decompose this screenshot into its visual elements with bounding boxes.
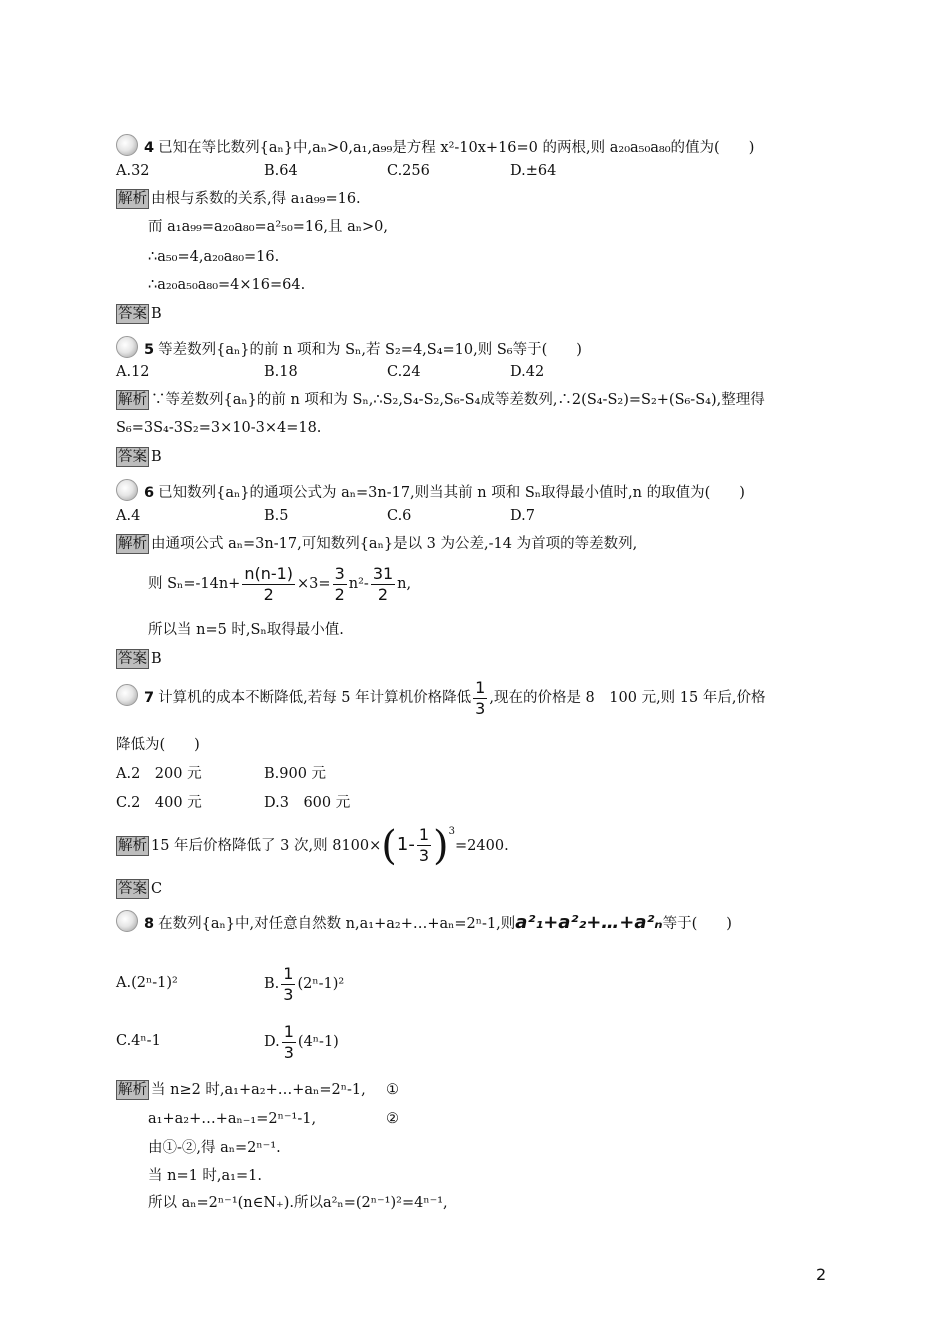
q6-option-c: C.6 [387, 508, 412, 524]
q5-option-c: C.24 [387, 364, 421, 380]
q6-jiexi-tag: 解析 [118, 536, 147, 552]
question-bullet-icon [116, 336, 138, 358]
q7-solution-inner: 1- [396, 833, 415, 855]
q4-stem-line [116, 134, 754, 158]
q6-option-b: B.5 [264, 508, 289, 524]
q6-fraction-1-den: 2 [263, 584, 274, 604]
q7-solution-fraction [417, 825, 431, 866]
q4-answer-tag: 答案 [118, 306, 147, 322]
q6-number: 6 [144, 485, 155, 501]
q8-solution-line-5: 所以 aₙ=2ⁿ⁻¹(n∈N₊).所以a²ₙ=(2ⁿ⁻¹)²=4ⁿ⁻¹, [148, 1195, 448, 1211]
q6-solution-line-3: 所以当 n=5 时,Sₙ取得最小值. [148, 622, 344, 638]
q4-option-a: A.32 [116, 163, 150, 179]
q5-answer-line [116, 447, 162, 467]
q8-stem-b: 等于( ) [662, 916, 732, 932]
q8-stem-formula: a²₁+a²₂+…+a²ₙ [515, 912, 663, 933]
q7-stem-fraction-num: 1 [475, 677, 486, 697]
q8-option-d-fraction-den: 3 [283, 1042, 294, 1062]
q7-stem-c: 降低为( ) [116, 737, 200, 753]
q6-answer-tag: 答案 [118, 651, 147, 667]
q8-option-d-fraction-num: 1 [283, 1021, 294, 1041]
question-bullet-icon [116, 684, 138, 706]
page-number: 2 [816, 1265, 827, 1284]
q8-stem-a: 在数列{aₙ}中,对任意自然数 n,a₁+a₂+…+aₙ=2ⁿ-1,则 [158, 916, 516, 932]
q8-option-b [264, 962, 344, 1006]
q8-option-c: C.4ⁿ-1 [116, 1033, 161, 1049]
q8-solution-mark-2: ② [386, 1111, 399, 1127]
q8-option-b-fraction-den: 3 [283, 984, 294, 1004]
q6-option-a: A.4 [116, 508, 141, 524]
q6-solution-line-1 [116, 534, 637, 554]
q4-option-d: D.±64 [510, 163, 557, 179]
q8-jiexi-tag: 解析 [118, 1082, 147, 1098]
q6-fraction-2 [333, 564, 347, 605]
q7-answer: C [151, 881, 163, 897]
q6-fraction-1-num: n(n-1) [244, 563, 294, 583]
q8-stem-line [116, 910, 732, 934]
q6-formula-mid2: n²- [348, 576, 369, 592]
q7-answer-tag: 答案 [118, 881, 147, 897]
q7-option-c: C.2 400 元 [116, 795, 202, 811]
q7-option-d: D.3 600 元 [264, 795, 351, 811]
q6-fraction-3-den: 2 [377, 584, 389, 604]
q5-option-a: A.12 [116, 364, 150, 380]
q4-solution-text-1: 由根与系数的关系,得 a₁a₉₉=16. [151, 191, 361, 207]
q8-option-a: A.(2ⁿ-1)² [116, 975, 178, 991]
question-bullet-icon [116, 134, 138, 156]
q8-option-b-fraction-num: 1 [283, 963, 294, 983]
q4-solution-line-3: ∴a₅₀=4,a₂₀a₈₀=16. [148, 249, 280, 265]
q8-solution-line-4: 当 n=1 时,a₁=1. [148, 1168, 262, 1184]
q6-fraction-1 [242, 564, 295, 605]
q5-option-b: B.18 [264, 364, 298, 380]
q7-solution-exponent: 3 [448, 826, 456, 837]
q6-solution-text-1: 由通项公式 aₙ=3n-17,可知数列{aₙ}是以 3 为公差,-14 为首项的等差数列, [151, 536, 638, 552]
q8-option-d-fraction [282, 1022, 296, 1063]
q7-solution-prefix: 15 年后价格降低了 3 次,则 8100× [151, 837, 382, 854]
q6-fraction-3 [371, 564, 395, 605]
q6-answer-line [116, 649, 162, 669]
q5-answer-tag: 答案 [118, 449, 147, 465]
q5-solution-line-1 [116, 390, 765, 410]
q7-right-paren: ) [433, 822, 449, 869]
q6-option-d: D.7 [510, 508, 535, 524]
q5-number: 5 [144, 342, 155, 358]
q7-solution-suffix: =2400. [455, 837, 509, 854]
q4-solution-line-1 [116, 189, 361, 209]
q4-jiexi-tag: 解析 [118, 191, 147, 207]
q7-number: 7 [144, 690, 155, 706]
q7-stem-b: ,现在的价格是 8 100 元,则 15 年后,价格 [489, 690, 766, 706]
q4-answer: B [151, 306, 162, 322]
question-bullet-icon [116, 479, 138, 501]
q6-fraction-3-num: 31 [372, 563, 394, 583]
q8-option-d-suffix: (4ⁿ-1) [297, 1034, 339, 1050]
q6-formula-line [148, 562, 411, 606]
q5-option-d: D.42 [510, 364, 545, 380]
q8-option-b-prefix: B. [264, 976, 280, 992]
q8-solution-line-2: a₁+a₂+…+aₙ₋₁=2ⁿ⁻¹-1, [148, 1111, 317, 1127]
q6-fraction-2-num: 3 [334, 563, 345, 583]
q7-solution-fraction-den: 3 [418, 846, 430, 866]
q6-formula-mid: ×3= [297, 576, 331, 592]
q8-option-d-prefix: D. [264, 1034, 280, 1050]
q7-stem-fraction [473, 678, 487, 719]
q4-answer-line [116, 304, 162, 324]
q7-jiexi-tag: 解析 [118, 837, 147, 854]
q7-stem-line [116, 676, 765, 720]
q6-formula-prefix: 则 Sₙ=-14n+ [148, 576, 241, 592]
question-bullet-icon [116, 910, 138, 932]
q4-stem: 已知在等比数列{aₙ}中,aₙ>0,a₁,a₉₉是方程 x²-10x+16=0 的两根,则 a₂₀a₅₀a₈₀的值为( ) [158, 140, 755, 156]
q8-option-b-suffix: (2ⁿ-1)² [297, 976, 345, 992]
q6-fraction-2-den: 2 [334, 584, 345, 604]
q8-option-d [264, 1020, 339, 1064]
q5-solution-text-1: ∵等差数列{aₙ}的前 n 项和为 Sₙ,∴S₂,S₄-S₂,S₆-S₄成等差数列,∴2(S₄-S₂)=S₂+(S₆-S₄),整理得 [151, 392, 765, 408]
q4-solution-line-2: 而 a₁a₉₉=a₂₀a₈₀=a²₅₀=16,且 aₙ>0, [148, 219, 388, 235]
q4-solution-line-4: ∴a₂₀a₅₀a₈₀=4×16=64. [148, 277, 306, 293]
q7-answer-line [116, 879, 162, 899]
q8-option-b-fraction [281, 964, 295, 1005]
q6-stem-line [116, 479, 745, 503]
q8-number: 8 [144, 916, 155, 932]
q6-stem: 已知数列{aₙ}的通项公式为 aₙ=3n-17,则当其前 n 项和 Sₙ取得最小值时,n 的取值为( ) [158, 485, 745, 501]
q7-left-paren: ( [381, 822, 397, 869]
q6-answer: B [151, 651, 162, 667]
q8-solution-mark-1: ① [386, 1082, 399, 1098]
q5-answer: B [151, 449, 162, 465]
q8-solution-text-1: 当 n≥2 时,a₁+a₂+…+aₙ=2ⁿ-1, [151, 1082, 366, 1098]
q6-formula-suffix: n, [397, 576, 412, 592]
q7-stem-fraction-den: 3 [475, 698, 486, 718]
q5-solution-line-2: S₆=3S₄-3S₂=3×10-3×4=18. [116, 420, 322, 436]
q4-number: 4 [144, 140, 155, 156]
q7-stem-a: 计算机的成本不断降低,若每 5 年计算机价格降低 [158, 690, 472, 706]
q7-option-b: B.900 元 [264, 766, 327, 782]
q8-solution-line-3: 由①-②,得 aₙ=2ⁿ⁻¹. [148, 1140, 281, 1156]
q7-option-a: A.2 200 元 [116, 766, 202, 782]
q4-option-c: C.256 [387, 163, 430, 179]
q5-stem-line [116, 336, 582, 360]
q7-solution-fraction-num: 1 [418, 825, 430, 845]
q5-jiexi-tag: 解析 [118, 392, 147, 408]
q5-stem: 等差数列{aₙ}的前 n 项和为 Sₙ,若 S₂=4,S₄=10,则 S₆等于( ) [158, 342, 582, 358]
q8-solution-line-1 [116, 1080, 366, 1100]
q4-option-b: B.64 [264, 163, 298, 179]
q7-solution-line [116, 820, 509, 868]
